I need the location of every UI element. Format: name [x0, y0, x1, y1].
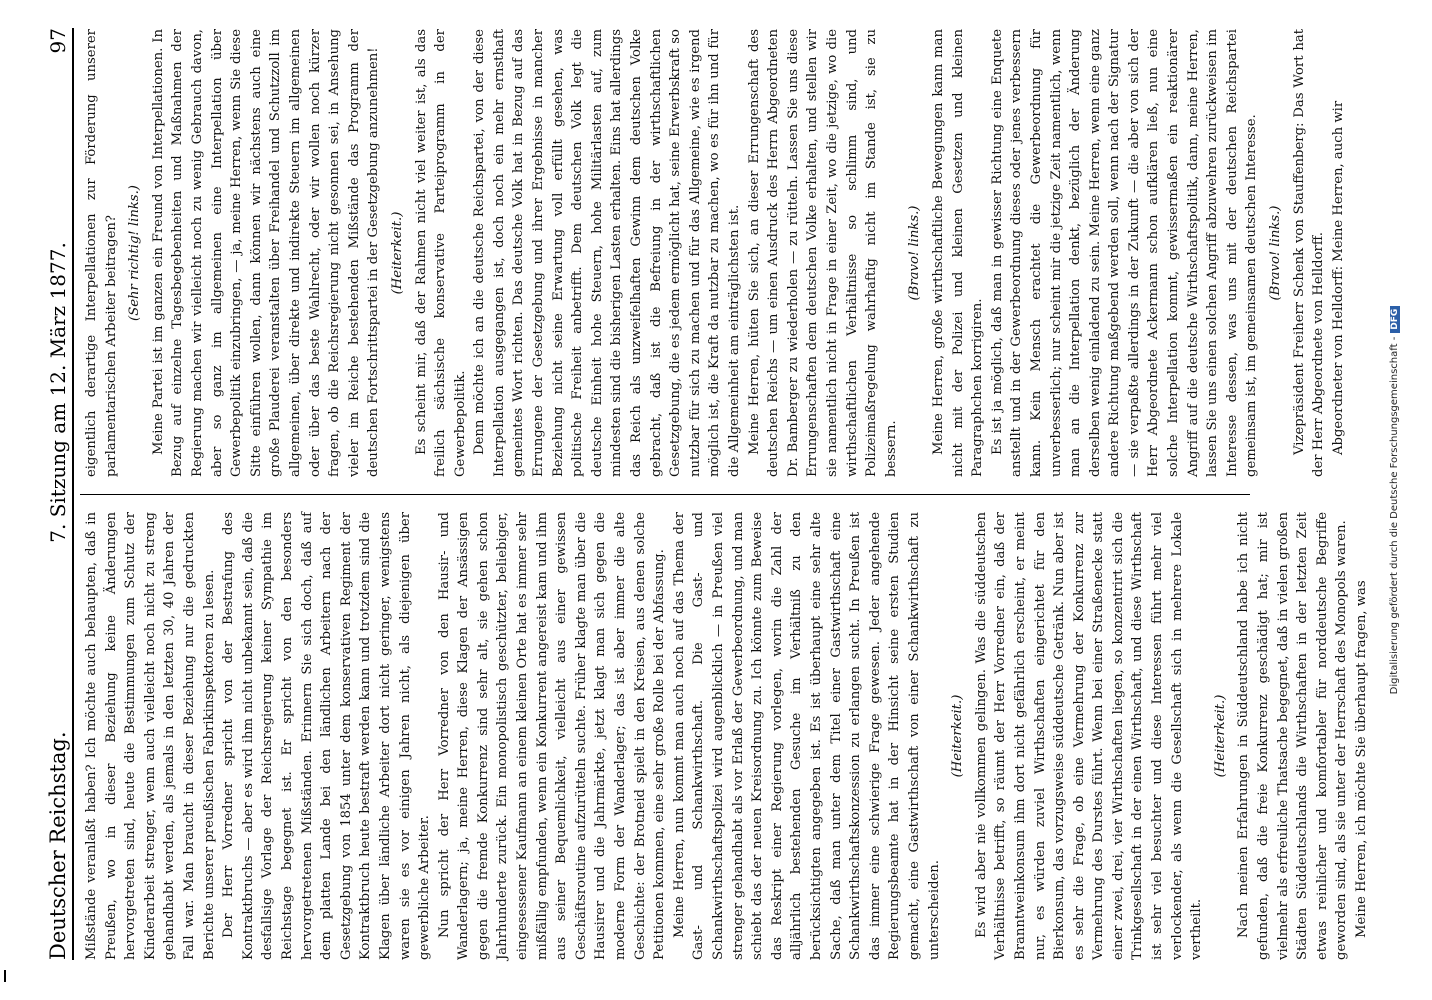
paragraph: Abgeordneter von Helldorff: Meine Herren, auch wir [1330, 100, 1346, 455]
paragraph: Der Herr Vorredner spricht von der Bestrafung des Kontraktbruchs — aber es wird ihm nicht unbekannt sein, daß die desfallsige Vorlage der Reichsregierung keiner Sympathie im Reichstage begegnet ist. Er spricht von den besonders hervorgetretenen Mißständen. Erinnern Sie sich doch, daß auf dem platten Lande bei den ländlichen Arbeitern nach der Gesetzgebung von 1854 unter dem konservativen Regiment der Kontraktbruch heute bestraft werden kann und trotzdem sind die Klagen über ländliche Arbeiter dort nicht geringer, wenigstens waren sie es vor einigen Jahren nicht, als diejenigen über gewerbliche Arbeiter. [221, 512, 433, 960]
stage-direction: (Heiterkeit.) [1212, 694, 1228, 778]
paragraph: Nun spricht der Herr Vorredner von den Hausir- und Wanderlagern; ja, meine Herren, diese Klagen der Ansässigen gegen die fremde Konkurrenz sind sehr alt, sie gehen schon Jahrhunderte zurück. Ein monopolistisch geschützter, beliebiger, eingesessener Kaufmann an einem kleinen Orte hat es immer sehr mißfällig empfunden, wenn ein Konkurrent angereist kam und ihm aus seiner Bequemlichkeit, vielleicht aus einer gewissen Geschäftsroutine aufzurütteln suchte. Früher klagte man über die Hausirer und die Jahrmärkte, jetzt klagt man sich gegen die moderne Form der Wanderlager; das ist aber immer die alte Geschichte: der Brotneid spielt in den Kreisen, aus denen solche Petitionen kommen, eine sehr große Rolle bei der Abfassung. [436, 512, 668, 960]
page-number: 97 [46, 28, 70, 54]
left-column [82, 512, 1369, 960]
paragraph: Meine Partei ist im ganzen ein Freund von Interpellationen. In Bezug auf einzelne Tagesbegebenheiten und Maßnahmen der Regierung machen wir vielleicht noch zu wenig Gebrauch davon, aber so ganz im allgemeinen eine Interpellation über Gewerbepolitik einzubringen, — ja, meine Herren, wenn Sie diese Sitte einführen wollen, dann können wir nächstens auch eine große Plauderei veranstalten über Freihandel und Schutzzoll im allgemeinen, über direkte und indirekte Steuern im allgemeinen oder über das beste Wahlrecht, oder wir wollen noch kürzer fragen, ob die Reichsregierung nicht gesonnen sei, in Ansehung vieler im Reiche bestehenden Mißstände das Programm der deutschen Fortschrittspartei in der Gesetzgebung anzunehmen! [150, 29, 382, 477]
header-left: Deutscher Reichstag. [46, 731, 70, 960]
paragraph: Mißstände veranlaßt haben? Ich möchte auch behaupten, daß in Preußen, wo in dieser Beziehung keine Änderungen hervorgetreten sind, heute die Bestimmungen zum Schutz der Kinderarbeit strenger, wenn auch vielleicht noch nicht zu streng gehandhabt werden, als jemals in den letzten 30, 40 Jahren der Fall war. Man braucht in dieser Beziehung nur die gedruckten Berichte unserer preußischen Fabrikinspektoren zu lesen. [84, 512, 217, 960]
column-divider [80, 494, 1250, 495]
stage-direction: (Bravo! links.) [1268, 205, 1284, 301]
paragraph: Meine Herren, nun kommt man auch noch auf das Thema der Gast- und Schankwirthschaft. Die Gast- und Schankwirthschaftspolizei wird augenblicklich — in Preußen viel strenger gehandhabt als vor Erlaß der Gewerbeordnung, und man schiebt das der neuen Kreisordnung zu. Ich könnte zum Beweise das Reskript einer Regierung vorlegen, worin die Zahl der alljährlich bestehenden Gesuche im Verhältniß zu den berücksichtigten angegeben ist. Es ist überhaupt eine sehr alte Sache, daß man unter dem Titel einer Gastwirthschaft eine Schankwirthschaftskonzession zu erlangen sucht. In Preußen ist das immer eine schwierige Frage gewesen. Jeder angehende Regierungsbeamte hat in der Hinsicht seine ersten Studien gemacht, eine Gastwirthschaft von einer Schankwirthschaft zu unterscheiden. [671, 512, 942, 960]
edge-mark [4, 970, 6, 982]
paragraph: Es ist ja möglich, daß man in gewisser Richtung eine Enquete anstellt und in der Gewerbeordnung dieses oder jenes verbessern kann. Kein Mensch erachtet die Gewerbeordnung für unverbesserlich; nur scheint mir die jetzige Zeit namentlich, wenn man an die Interpellation denkt, bezüglich der Änderung derselben wenig einladend zu sein. Meine Herren, wenn eine ganz andere Richtung maßgebend werden soll, wenn nach der Signatur — sie verpaßte allerdings in der Zukunft — die aber von sich der Herr Abgeordnete Ackermann schon aufklären ließ, nun eine solche Interpellation kommt, gewissermaßen ein reaktionärer Angriff auf die deutsche Wirthschaftspolitik, dann, meine Herren, lassen Sie uns einen solchen Angriff abzuwehren zurückweisen im Interesse dessen, was uns mit der deutschen Reichspartei gemeinsam ist, im gemeinsamen deutschen Interesse. [989, 29, 1260, 477]
header-center: 7. Sitzung am 12. März 1877. [46, 242, 70, 543]
page-header [40, 28, 74, 960]
paragraph: eigentlich derartige Interpellationen zur Förderung unserer parlamentarischen Arbeiter beitragen? [84, 29, 119, 477]
stage-direction: (Sehr richtig! links.) [127, 185, 143, 321]
paragraph: Es wird aber nie vollkommen gelingen. Was die süddeutschen Verhältnisse betrifft, so räumt der Herr Vorredner ein, daß der Branntweinkonsum ihm dort nicht gefährlich erscheint, er meint nur, es würden zuviel Wirthschaften eingerichtet für den Bierkonsum, das vorzugsweise süddeutsche Getränk. Nun aber ist es sehr die Frage, ob eine Vermehrung der Konkurrenz zur Vermehrung des Durstes führt. Wenn bei einer Straßenecke statt einer zwei, drei, vier Wirthschaften liegen, so konzentrirt sich die Trinkgesellschaft in der einen Wirthschaft, und diese Wirthschaft ist sehr viel besuchter und diese Interessen führt mehr viel verlockender, als wenn die Gesellschaft sich in mehrere Lokale vertheilt. [973, 512, 1205, 960]
footer-text: Digitalisierung gefördert durch die Deutsche Forschungsgemeinschaft - [1389, 336, 1400, 695]
stage-direction: (Bravo! links.) [907, 205, 923, 301]
stage-direction: (Heiterkeit.) [950, 694, 966, 778]
paragraph: Meine Herren, große wirthschaftliche Bewegungen kann man nicht mit der Polizei und kleinen Gesetzen und kleinen Paragraphchen korrigiren. [930, 29, 986, 477]
dfg-badge: DFG [1390, 306, 1400, 333]
footer [1389, 0, 1405, 1000]
right-column [82, 29, 1346, 477]
paragraph: Denn möchte ich an die deutsche Reichspartei, von der diese Interpellation ausgegangen ist, doch noch ein mehr ernsthaft gemeintes Wort richten. Das deutsche Volk hat in Bezug auf das Errungene der Gesetzgebung und ihrer Ergebnisse in mancher Beziehung nicht seine Erwartung voll erfüllt gesehen, was politische Freiheit anbetrifft. Dem deutschen Volk legt die deutsche Einheit hohe Steuern, hohe Militärlasten auf, zum mindesten sind die bisherigen Lasten erhalten. Eins hat allerdings das Reich als unzweifelhaften Gewinn dem deutschen Volke gebracht, daß ist die Befreiung in der wirthschaftlichen Gesetzgebung, die es jedem ermöglicht hat, seine Erwerbskraft so nutzbar für sich zu machen und für das Allgemeine, wie es irgend möglich ist, die Kraft da nutzbar zu machen, wo es für ihn und für die Allgemeinheit am einträglichsten ist. [472, 29, 742, 477]
paragraph: Nach meinen Erfahrungen in Süddeutschland habe ich nicht gefunden, daß die freie Konkurrenz geschädigt hat; mir ist vielmehr als erfreuliche Thatsache begegnet, daß in vielen großen Städten Süddeutschlands die Wirthschaften in der letzten Zeit etwas reinlicher und komfortabler für norddeutsche Begriffe geworden sind, als sie unter der Herrschaft des Monopols waren. [1236, 512, 1350, 960]
paragraph: Meine Herren, hüten Sie sich, an dieser Errungenschaft des deutschen Reichs — um einen Ausdruck des Herrn Abgeordneten Dr. Bamberger zu wiederholen — zu rütteln. Lassen Sie uns diese Errungenschaften dem deutschen Volke erhalten, und stellen wir sie namentlich nicht in Frage in einer Zeit, wo die jetzige, wo die wirthschaftlichen Verhältnisse so schlimm sind, und Polizeimaßregelung wahrhaftig nicht im Stande ist, sie zu bessern. [746, 29, 899, 477]
paragraph: Meine Herren, ich möchte Sie überhaupt fragen, was [1354, 580, 1369, 938]
paragraph: Vizepräsident Freiherr Schenk von Stauffenberg: Das Wort hat der Herr Abgeordnete von Helldorff. [1291, 29, 1327, 477]
paragraph: Es scheint mir, daß der Rahmen nicht viel weiter ist, als das freilich sächsische konservative Parteiprogramm in der Gewerbepolitik. [413, 29, 468, 477]
stage-direction: (Heiterkeit.) [389, 211, 405, 295]
